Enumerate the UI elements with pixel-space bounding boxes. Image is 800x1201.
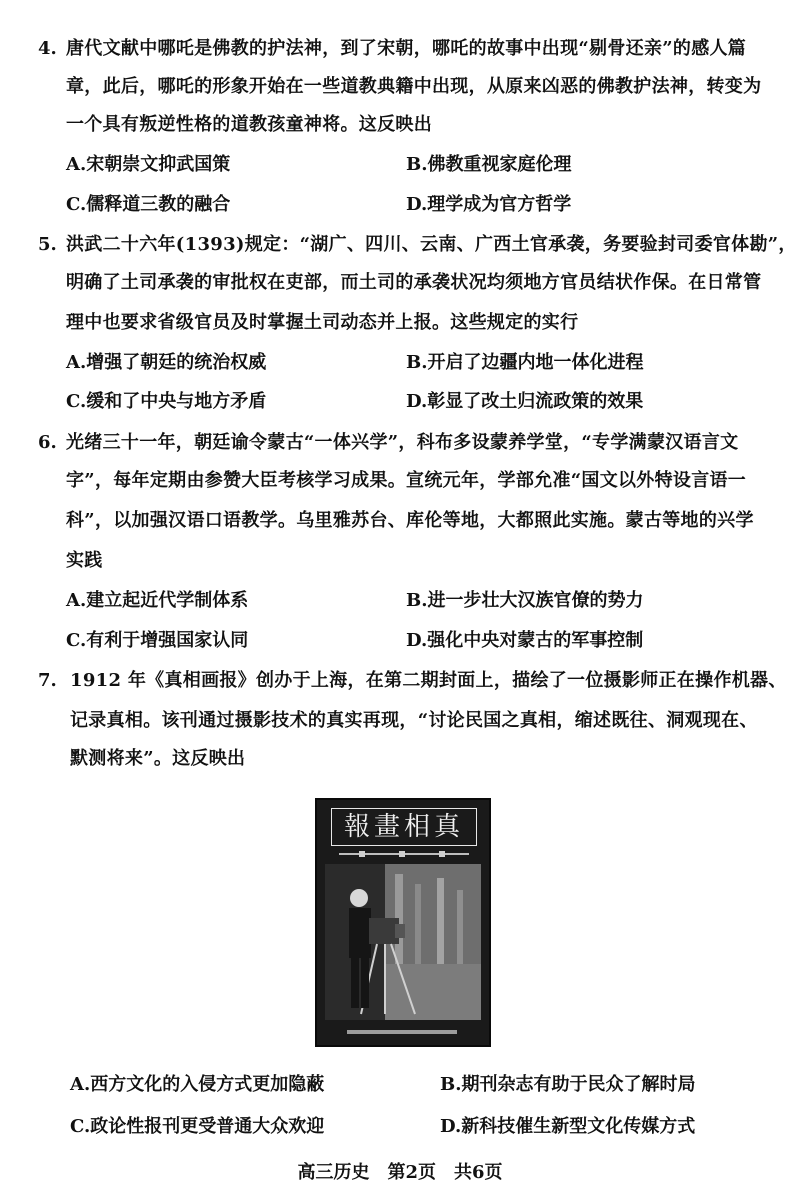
option-b[interactable]: B.进一步壮大汉族官僚的势力	[406, 590, 644, 611]
question-text-line: 唐代文献中哪吒是佛教的护法神，到了宋朝，哪吒的故事中出现“剔骨还亲”的感人篇	[66, 38, 747, 59]
option-c[interactable]: C.缓和了中央与地方矛盾	[66, 391, 267, 412]
option-a[interactable]: A.增强了朝廷的统治权威	[66, 352, 267, 373]
question-text-line: 默测将来”。这反映出	[70, 748, 246, 769]
magazine-cover-title: 報畫相真	[331, 808, 477, 846]
option-c[interactable]: C.有利于增强国家认同	[66, 630, 249, 651]
question-text-line: 洪武二十六年(1393)规定：“湖广、四川、云南、广西土官承袭，务要验封司委官体勘”，	[66, 234, 797, 255]
option-b[interactable]: B.佛教重视家庭伦理	[406, 154, 572, 175]
option-b[interactable]: B.期刊杂志有助于民众了解时局	[440, 1074, 696, 1095]
question-number: 4.	[38, 38, 57, 59]
option-c[interactable]: C.儒释道三教的融合	[66, 194, 231, 215]
question-text-line: 实践	[66, 550, 103, 571]
question-text-line: 理中也要求省级官员及时掌握土司动态并上报。这些规定的实行	[66, 312, 579, 333]
photographer-illustration	[325, 864, 481, 1020]
question-number: 5.	[38, 234, 57, 255]
option-d[interactable]: D.理学成为官方哲学	[406, 194, 572, 215]
question-text-line: 科”，以加强汉语口语教学。乌里雅苏台、库伦等地，大都照此实施。蒙古等地的兴学	[66, 510, 754, 531]
option-b[interactable]: B.开启了边疆内地一体化进程	[406, 352, 644, 373]
magazine-cover-image	[315, 798, 491, 1047]
option-d[interactable]: D.彰显了改土归流政策的效果	[406, 391, 644, 412]
question-text-line: 字”，每年定期由参赞大臣考核学习成果。宣统元年，学部允准“国文以外特设言语一	[66, 470, 747, 491]
option-a[interactable]: A.宋朝崇文抑武国策	[66, 154, 231, 175]
question-text-line: 一个具有叛逆性格的道教孩童神将。这反映出	[66, 114, 432, 135]
question-number: 7.	[38, 670, 57, 691]
question-text-line: 章，此后，哪吒的形象开始在一些道教典籍中出现，从原来凶恶的佛教护法神，转变为	[66, 76, 762, 97]
cover-footer-decoration	[347, 1028, 457, 1036]
question-text-line: 明确了土司承袭的审批权在吏部，而土司的承袭状况均须地方官员结状作保。在日常管	[66, 272, 762, 293]
option-d[interactable]: D.强化中央对蒙古的军事控制	[406, 630, 644, 651]
option-a[interactable]: A.建立起近代学制体系	[66, 590, 249, 611]
option-a[interactable]: A.西方文化的入侵方式更加隐蔽	[70, 1074, 325, 1095]
question-text-line: 1912 年《真相画报》创办于上海，在第二期封面上，描绘了一位摄影师正在操作机器、	[70, 670, 787, 691]
question-number: 6.	[38, 432, 57, 453]
option-d[interactable]: D.新科技催生新型文化传媒方式	[440, 1116, 696, 1137]
cover-subtitle-decoration	[339, 850, 469, 858]
question-text-line: 记录真相。该刊通过摄影技术的真实再现，“讨论民国之真相，缩述既往、洞观现在、	[70, 710, 758, 731]
question-text-line: 光绪三十一年，朝廷谕令蒙古“一体兴学”，科布多设蒙养学堂，“专学满蒙汉语言文	[66, 432, 739, 453]
option-c[interactable]: C.政论性报刊更受普通大众欢迎	[70, 1116, 325, 1137]
page-footer: 高三历史 第2页 共6页	[297, 1162, 503, 1183]
